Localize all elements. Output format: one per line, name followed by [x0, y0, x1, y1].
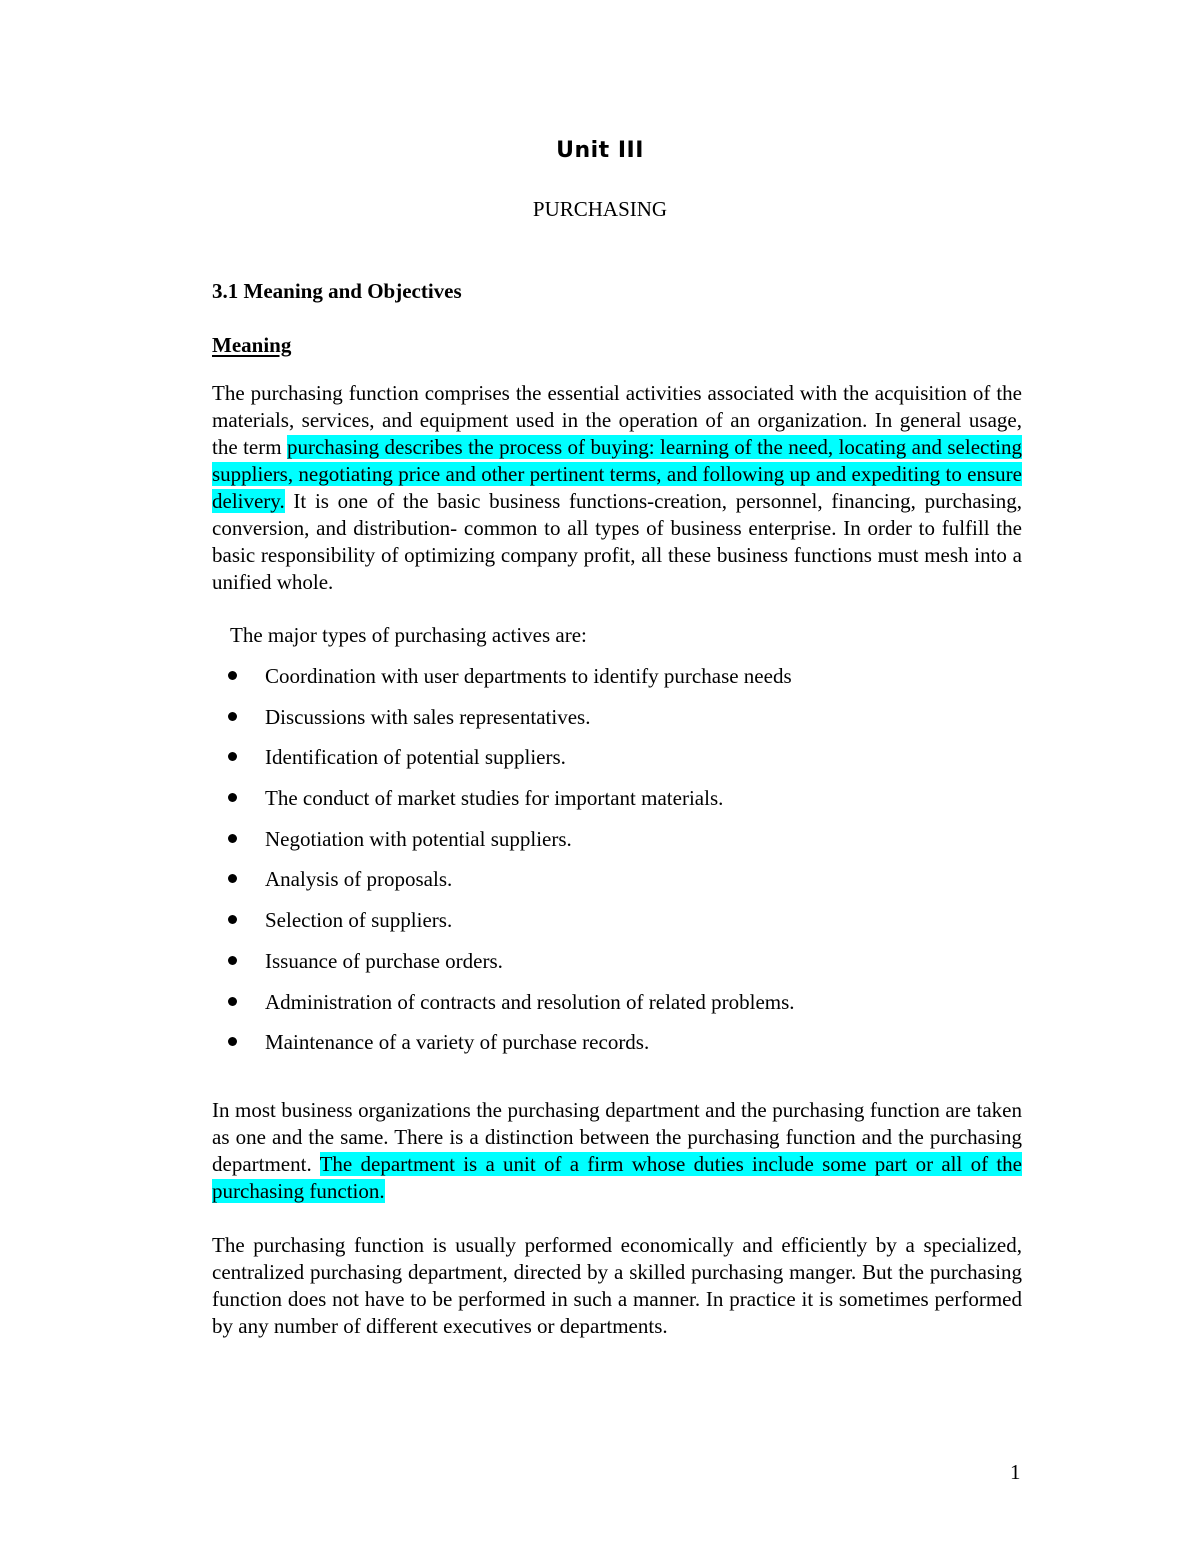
page-number: 1	[1010, 1460, 1021, 1484]
function-paragraph: The purchasing function is usually performed economically and efficiently by a specialized, centralized purchasing department, directed by a skilled purchasing manger. But the purchasing function does not have to be performed in such a manner. In practice it is sometimes performed by any number of different executives or departments.	[212, 1233, 1022, 1338]
activities-intro: The major types of purchasing actives are:	[230, 623, 587, 647]
bullet-icon	[228, 834, 237, 843]
paragraph-text: In most business organizations the purchasing department and the purchasing function are taken as one and the same. There is a distinction between the purchasing function and the purchasing department.	[212, 1098, 1022, 1176]
paragraph-text: It is one of the basic business functions-creation, personnel, financing, purchasing, conversion, and distribution- common to all types of business enterprise. In order to fulfill the basic responsibility of optimizing company profit, all these business functions must mesh into a unified whole.	[212, 489, 1022, 594]
list-item-text: Administration of contracts and resolution of related problems.	[265, 989, 795, 1014]
meaning-paragraph	[212, 380, 1022, 596]
bullet-icon	[228, 671, 237, 680]
subject-title: PURCHASING	[532, 197, 668, 221]
bullet-icon	[228, 997, 237, 1006]
section-heading: 3.1 Meaning and Objectives	[212, 279, 462, 303]
paragraph-text: The purchasing function comprises the essential activities associated with the acquisition of the materials, services, and equipment used in the operation of an organization. In general usage, the term	[212, 381, 1022, 459]
list-item-text: Maintenance of a variety of purchase records.	[265, 1030, 650, 1055]
bullet-icon	[228, 712, 237, 721]
list-item-text: Analysis of proposals.	[265, 867, 453, 892]
bullet-icon	[228, 956, 237, 965]
list-item-text: Identification of potential suppliers.	[265, 745, 566, 770]
bullet-icon	[228, 752, 237, 761]
list-item-text: The conduct of market studies for important materials.	[265, 786, 724, 811]
bullet-icon	[228, 793, 237, 802]
highlighted-definition: purchasing describes the process of buying: learning of the need, locating and selecting suppliers, negotiating price and other pertinent terms, and following up and expediting to ensure delivery.	[212, 435, 1023, 513]
list-item-text: Coordination with user departments to identify purchase needs	[265, 664, 792, 688]
list-item-text: Negotiation with potential suppliers.	[265, 826, 572, 851]
bullet-icon	[228, 1037, 237, 1046]
highlighted-definition: The department is a unit of a firm whose duties include some part or all of the purchasing function.	[212, 1152, 1022, 1203]
department-paragraph	[212, 1097, 1022, 1205]
list-item-text: Discussions with sales representatives.	[265, 704, 591, 729]
bullet-icon	[228, 874, 237, 883]
bullet-icon	[228, 915, 237, 924]
list-item-text: Selection of suppliers.	[265, 908, 453, 933]
list-item-text: Issuance of purchase orders.	[265, 948, 503, 973]
meaning-subheading: Meaning	[212, 333, 292, 357]
unit-title: Unit III	[556, 138, 644, 163]
